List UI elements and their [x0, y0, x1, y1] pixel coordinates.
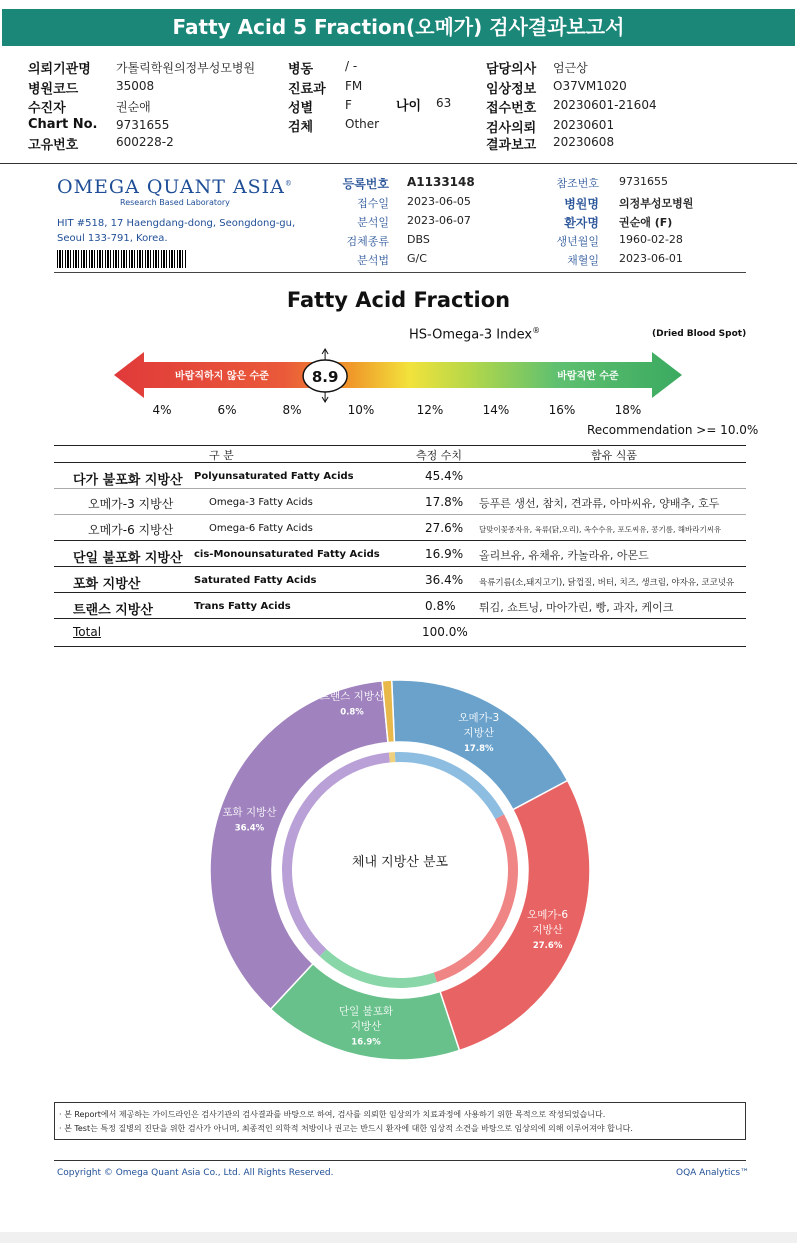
- donut-segment-label: 지방산: [350, 1020, 382, 1033]
- donut-center-label: 체내 지방산 분포: [351, 855, 449, 870]
- header-label: 고유번호: [28, 138, 79, 153]
- footer-brand: OQA Analytics™: [676, 1168, 750, 1178]
- dbs-note: (Dried Blood Spot): [652, 329, 747, 339]
- row-category-kr: 포화 지방산: [73, 577, 141, 592]
- section-title: Fatty Acid Fraction: [286, 288, 511, 312]
- row-category-kr: 오메가-6 지방산: [88, 523, 174, 537]
- table-header-rule: [54, 462, 746, 463]
- row-value: 45.4%: [425, 469, 464, 483]
- header-label: 검사의뢰: [486, 121, 537, 136]
- row-category-en: Polyunsaturated Fatty Acids: [194, 471, 354, 482]
- donut-segment-value: 27.6%: [532, 941, 563, 952]
- gauge-tick-label: 16%: [548, 403, 576, 417]
- header-value: 엄근상: [553, 61, 588, 75]
- header-label: Chart No.: [28, 117, 98, 132]
- header-label: 결과보고: [486, 138, 537, 153]
- notes-box: [54, 1102, 746, 1140]
- info-label: 채혈일: [567, 254, 599, 267]
- info-value: G/C: [407, 252, 427, 265]
- total-label: Total: [73, 625, 102, 639]
- table-top-rule: [54, 445, 746, 446]
- header-value: 20230601: [553, 118, 615, 132]
- header-divider: [0, 163, 797, 164]
- header-value: 가톨릭학원의정부성모병원: [116, 61, 256, 75]
- fatty-acid-donut-chart: [205, 675, 595, 1065]
- total-value: 100.0%: [422, 625, 468, 639]
- info-label: 생년월일: [556, 235, 599, 248]
- header-label: 수진자: [28, 101, 66, 116]
- th-food: 함유 식품: [591, 449, 638, 462]
- row-food: 달맞이꽃종자유, 육류(닭,오리), 옥수수유, 포도씨유, 콩기름, 해바라기씨유: [479, 525, 722, 534]
- info-label: 등록번호: [342, 177, 389, 191]
- table-rule: [54, 540, 746, 541]
- donut-segment-value: 16.9%: [351, 1037, 381, 1048]
- row-category-en: Omega-6 Fatty Acids: [209, 523, 313, 534]
- table-rule: [54, 514, 746, 515]
- report-title: Fatty Acid 5 Fraction(오메가) 검사결과보고서: [2, 9, 795, 46]
- row-food: 육류기름(소,돼지고기), 닭껍질, 버터, 치즈, 생크림, 야자유, 코코넛유: [479, 578, 735, 588]
- header-label: 임상정보: [486, 82, 537, 97]
- bad-level-label: 바람직하지 않은 수준: [175, 371, 269, 382]
- header-value: O37VM1020: [553, 79, 627, 93]
- info-value: 2023-06-01: [619, 252, 683, 265]
- donut-segment-value: 36.4%: [234, 823, 265, 834]
- header-label: 검체: [288, 120, 314, 135]
- row-value: 36.4%: [425, 573, 464, 587]
- header-value: / -: [345, 59, 358, 73]
- header-value: 20230601-21604: [553, 98, 657, 112]
- header-value: 권순애: [116, 100, 151, 114]
- table-bottom-rule: [54, 646, 746, 647]
- table-rule: [54, 566, 746, 567]
- info-value: A1133148: [407, 175, 475, 189]
- age-value: 63: [436, 96, 452, 110]
- good-level-label: 바람직한 수준: [557, 371, 619, 382]
- gauge-tick-label: 4%: [152, 403, 172, 417]
- header-label: 병원코드: [28, 82, 79, 97]
- note-2: · 본 Test는 특정 질병의 진단을 위한 검사가 아니며, 최종적인 의학적 처방이나 권고는 반드시 환자에 대한 임상적 소견을 바탕으로 임상의에 의해 이루어져야 합니다.: [59, 1124, 633, 1133]
- info-value: 의정부성모병원: [619, 197, 694, 210]
- lab-address-2: Seoul 133-791, Korea.: [57, 233, 168, 244]
- barcode: [57, 250, 187, 268]
- header-label: 성별: [288, 101, 314, 116]
- header-label: 접수번호: [486, 101, 537, 116]
- header-value: F: [345, 98, 352, 112]
- info-label: 병원명: [564, 197, 599, 211]
- gauge-tick-label: 10%: [347, 403, 375, 417]
- info-label: 검체종류: [346, 235, 389, 248]
- header-value: 35008: [116, 79, 155, 93]
- row-category-kr: 다가 불포화 지방산: [73, 473, 183, 488]
- age-label: 나이: [396, 99, 422, 114]
- donut-segment-value: 0.8%: [340, 707, 364, 718]
- header-label: 담당의사: [486, 62, 537, 77]
- footer-rule: [54, 1160, 746, 1161]
- donut-segment-label: 포화 지방산: [222, 806, 277, 819]
- info-label: 분석일: [357, 216, 389, 229]
- header-value: 20230608: [553, 135, 615, 149]
- header-value: 9731655: [116, 118, 170, 132]
- header-value: Other: [345, 117, 380, 131]
- donut-segment-label: 단일 불포화: [339, 1005, 394, 1018]
- row-category-en: cis-Monounsaturated Fatty Acids: [194, 549, 380, 560]
- row-category-en: Omega-3 Fatty Acids: [209, 497, 313, 508]
- table-rule: [54, 592, 746, 593]
- donut-inner-segment-4: [389, 752, 395, 762]
- table-rule: [54, 618, 746, 619]
- row-value: 0.8%: [425, 599, 456, 613]
- copyright: Copyright © Omega Quant Asia Co., Ltd. All Rights Reserved.: [57, 1168, 334, 1178]
- row-value: 16.9%: [425, 547, 464, 561]
- lab-logo: OMEGA QUANT ASIA®: [57, 176, 293, 198]
- header-label: 병동: [288, 62, 314, 77]
- omega-index-gauge: [110, 348, 686, 404]
- info-value: DBS: [407, 233, 430, 246]
- info-value: 1960-02-28: [619, 233, 683, 246]
- lab-subtitle: Research Based Laboratory: [120, 198, 230, 207]
- gauge-marker: [303, 349, 347, 402]
- row-value: 17.8%: [425, 495, 464, 509]
- row-category-en: Trans Fatty Acids: [194, 601, 291, 612]
- recommendation: Recommendation >= 10.0%: [587, 423, 759, 437]
- donut-segment-label: 지방산: [463, 726, 494, 739]
- info-label: 접수일: [357, 197, 389, 210]
- row-food: 튀김, 쇼트닝, 마아가린, 빵, 과자, 케이크: [479, 601, 674, 614]
- donut-segment-label: 오메가-3: [458, 711, 500, 724]
- donut-outer-segment-3: [210, 681, 388, 1009]
- info-value: 2023-06-07: [407, 214, 471, 227]
- gauge-tick-label: 6%: [217, 403, 237, 417]
- row-category-en: Saturated Fatty Acids: [194, 575, 317, 586]
- header-value: 600228-2: [116, 135, 174, 149]
- info-value: 2023-06-05: [407, 195, 471, 208]
- index-title: HS-Omega-3 Index®: [409, 326, 541, 343]
- th-category: 구 분: [209, 449, 234, 462]
- th-value: 측정 수치: [416, 449, 463, 462]
- info-value: 권순애 (F): [619, 216, 673, 229]
- table-rule: [54, 488, 746, 489]
- gauge-tick-label: 14%: [482, 403, 510, 417]
- gauge-tick-label: 8%: [282, 403, 302, 417]
- row-food: 등푸른 생선, 참치, 견과류, 아마씨유, 양배추, 호두: [479, 497, 720, 510]
- header-value: FM: [345, 79, 363, 93]
- note-1: · 본 Report에서 제공하는 가이드라인은 검사기관의 검사결과를 바탕으로 하여, 검사를 의뢰한 임상의가 치료과정에 사용하기 위한 목적으로 작성되었습니다.: [59, 1110, 606, 1119]
- row-category-kr: 단일 불포화 지방산: [73, 551, 183, 566]
- donut-segment-value: 17.8%: [464, 743, 494, 754]
- row-food: 올리브유, 유채유, 카놀라유, 아몬드: [479, 549, 649, 562]
- gauge-tick-label: 18%: [614, 403, 642, 417]
- row-value: 27.6%: [425, 521, 464, 535]
- donut-segment-label: 지방산: [532, 924, 563, 937]
- info-label: 환자명: [564, 216, 599, 230]
- donut-segment-label: 트랜스 지방산: [319, 690, 385, 703]
- info-label: 분석법: [357, 254, 389, 267]
- row-category-kr: 오메가-3 지방산: [88, 497, 174, 511]
- lab-address-1: HIT #518, 17 Haengdang-dong, Seongdong-gu,: [57, 218, 296, 229]
- row-category-kr: 트랜스 지방산: [73, 603, 153, 618]
- info-label: 참조번호: [556, 177, 599, 190]
- info-divider: [54, 272, 746, 273]
- gauge-tick-label: 12%: [416, 403, 444, 417]
- info-value: 9731655: [619, 175, 668, 188]
- donut-segment-label: 오메가-6: [527, 909, 569, 922]
- header-label: 의뢰기관명: [28, 62, 91, 77]
- header-label: 진료과: [288, 82, 326, 97]
- gauge-value: 8.9: [311, 368, 339, 386]
